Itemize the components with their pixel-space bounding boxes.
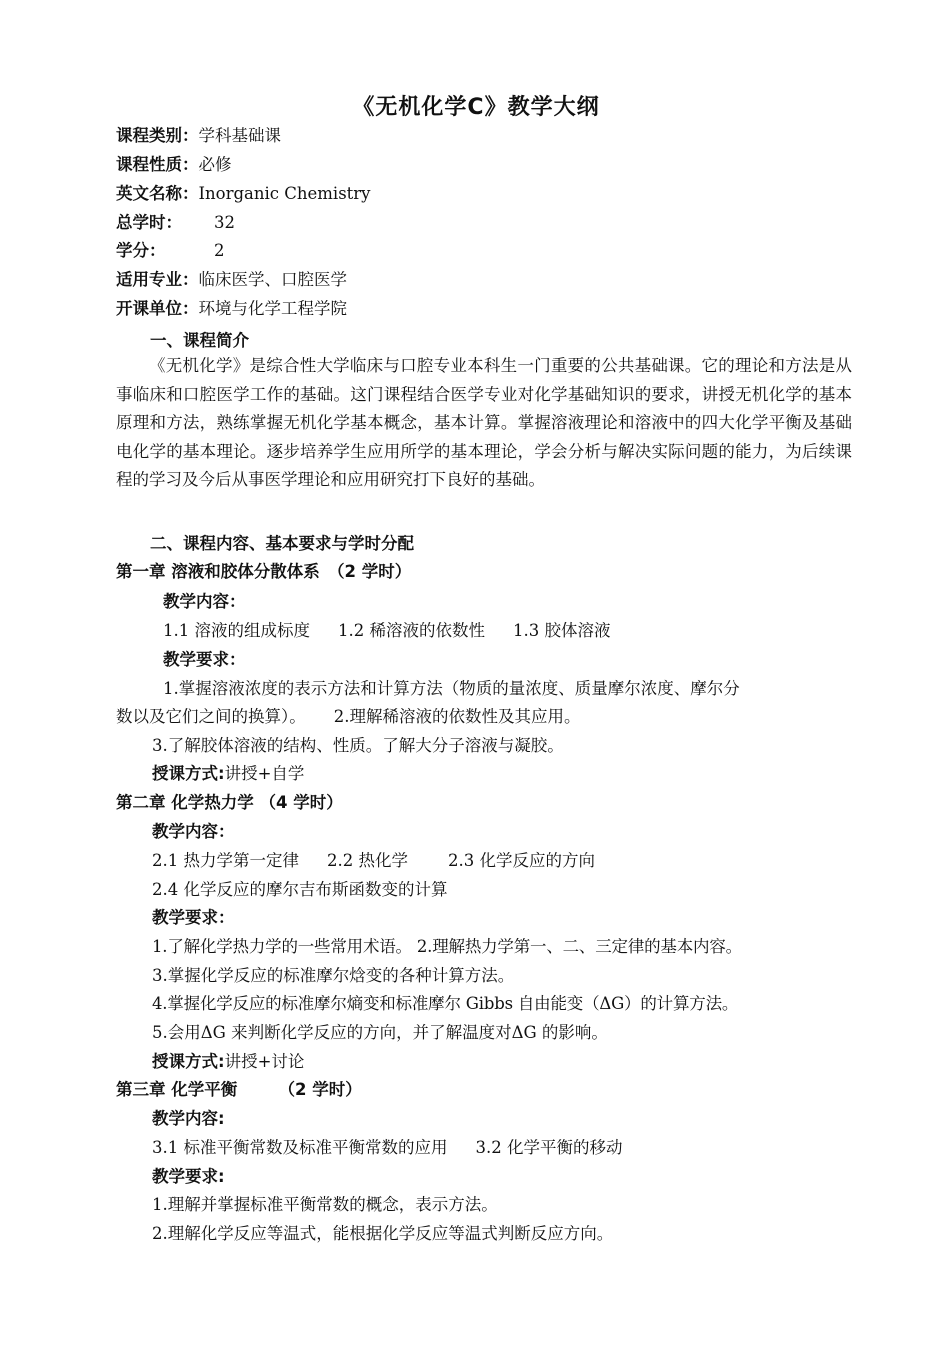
info-nature: [116, 155, 232, 175]
dept-value: 环境与化学工程学院: [198, 299, 347, 318]
page-title: 《无机化学C》教学大纲: [352, 95, 600, 120]
chapter-2-content-item: 2.2 热化学: [327, 851, 408, 870]
category-label: 课程类别：: [116, 126, 199, 145]
chapter-1-req-item: 1.掌握溶液浓度的表示方法和计算方法（物质的量浓度、质量摩尔浓度、摩尔分: [163, 679, 740, 698]
chapter-3-content-list: [152, 1134, 623, 1158]
info-category: [116, 126, 281, 146]
chapter-3-content-item: 3.2 化学平衡的移动: [475, 1138, 623, 1157]
chapter-3-content-label: 教学内容:: [152, 1109, 225, 1128]
chapter-2-req-item: 5.会用ΔG 来判断化学反应的方向，并了解温度对ΔG 的影响。: [152, 1023, 608, 1042]
chapter-2-heading: 第二章 化学热力学 （4 学时）: [116, 793, 343, 812]
chapter-2-content-item: 2.3 化学反应的方向: [448, 851, 595, 870]
chapter-1-method: [152, 760, 304, 784]
chapter-1-method-value: 讲授+自学: [224, 764, 305, 783]
category-value: 学科基础课: [198, 126, 281, 145]
chapter-1-content-item: 1.1 溶液的组成标度: [163, 621, 310, 640]
chapter-1-req-label: 教学要求：: [163, 650, 246, 669]
chapter-3-req-item: 2.理解化学反应等温式，能根据化学反应等温式判断反应方向。: [152, 1224, 614, 1243]
chapter-3-req-item: 1.理解并掌握标准平衡常数的概念，表示方法。: [152, 1195, 498, 1214]
info-english-name: [116, 184, 371, 204]
chapter-1-method-label: 授课方式:: [152, 764, 225, 783]
major-value: 临床医学、口腔医学: [198, 270, 347, 289]
chapter-1-content-item: 1.3 胶体溶液: [513, 621, 611, 640]
hours-label: 总学时：: [116, 213, 182, 232]
chapter-1-heading: 第一章 溶液和胶体分散体系 （2 学时）: [116, 562, 412, 581]
chapter-1-content-item: 1.2 稀溶液的依数性: [338, 621, 485, 640]
intro-paragraph: 《无机化学》是综合性大学临床与口腔专业本科生一门重要的公共基础课。它的理论和方法是从事临床和口腔医学工作的基础。这门课程结合医学专业对化学基础知识的要求，讲授无机化学的基本原理和方法，熟练掌握无机化学基本概念，基本计算。掌握溶液理论和溶液中的四大化学平衡及基础电化学的基本理论。逐步培养学生应用所学的基本理论，学会分析与解决实际问题的能力，为后续课程的学习及今后从事医学理论和应用研究打下良好的基础。: [116, 356, 852, 490]
chapter-3-heading: 第三章 化学平衡 （2 学时）: [116, 1080, 362, 1099]
credits-value: 2: [214, 241, 225, 260]
chapter-2-content-list: [152, 847, 595, 871]
credits-label: 学分：: [116, 241, 166, 260]
nature-label: 课程性质：: [116, 155, 199, 174]
chapter-1-content-label: 教学内容：: [163, 592, 246, 611]
section-heading-intro: 一、课程简介: [150, 331, 249, 350]
chapter-3-content-item: 3.1 标准平衡常数及标准平衡常数的应用: [152, 1138, 448, 1157]
chapter-2-method: [152, 1048, 304, 1072]
chapter-1-req-item-cont: 数以及它们之间的换算）。: [116, 707, 306, 726]
hours-value: 32: [214, 213, 235, 232]
info-total-hours: [116, 213, 235, 233]
chapter-1-req-item: 2.理解稀溶液的依数性及其应用。: [333, 707, 581, 726]
info-credits: [116, 241, 225, 261]
info-department: [116, 299, 347, 319]
chapter-1-content-list: [163, 617, 611, 641]
chapter-2-req-item: 4.掌握化学反应的标准摩尔熵变和标准摩尔 Gibbs 自由能变（ΔG）的计算方法。: [152, 994, 739, 1013]
chapter-2-content-item: 2.1 热力学第一定律: [152, 851, 299, 870]
chapter-2-method-label: 授课方式:: [152, 1052, 225, 1071]
english-label: 英文名称：: [116, 184, 199, 203]
chapter-2-content-label: 教学内容：: [152, 822, 235, 841]
chapter-1-req-item: [116, 703, 581, 727]
english-value: Inorganic Chemistry: [198, 184, 371, 203]
chapter-2-req-label: 教学要求：: [152, 908, 235, 927]
major-label: 适用专业：: [116, 270, 199, 289]
chapter-2-req-item: 3.掌握化学反应的标准摩尔焓变的各种计算方法。: [152, 966, 515, 985]
section-heading-content: 二、课程内容、基本要求与学时分配: [150, 534, 414, 553]
chapter-1-req-item: 3.了解胶体溶液的结构、性质。了解大分子溶液与凝胶。: [152, 736, 564, 755]
chapter-2-req-item: 1.了解化学热力学的一些常用术语。 2.理解热力学第一、二、三定律的基本内容。: [152, 937, 742, 956]
dept-label: 开课单位：: [116, 299, 199, 318]
chapter-3-req-label: 教学要求:: [152, 1167, 225, 1186]
info-major: [116, 270, 347, 290]
nature-value: 必修: [198, 155, 232, 174]
chapter-2-content-item: 2.4 化学反应的摩尔吉布斯函数变的计算: [152, 880, 448, 899]
chapter-2-method-value: 讲授+讨论: [224, 1052, 305, 1071]
